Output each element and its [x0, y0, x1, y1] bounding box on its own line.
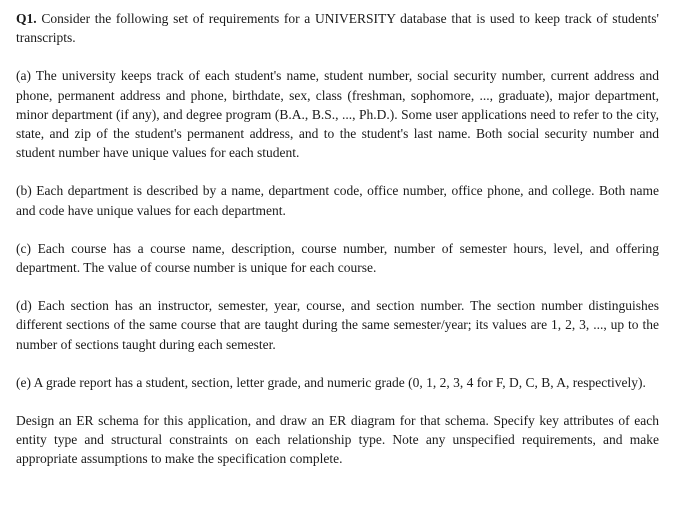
requirement-a: (a) The university keeps track of each student's name, student number, social security number, current address and phone, permanent address and phone, birthdate, sex, class (freshman, sophomore, ..., graduate), major department, minor department (if any), and degree program (B.A., B.S., ..., Ph.D.). Some user applications need to refer to the city, state, and zip of the student's permanent address, and to the student's last name. Both social security number and student number have unique values for each student. [16, 68, 659, 161]
requirement-b: (b) Each department is described by a name, department code, office number, office phone, and college. Both name and code have unique values for each department. [16, 183, 659, 218]
requirement-e: (e) A grade report has a student, section, letter grade, and numeric grade (0, 1, 2, 3, 4 for F, D, C, B, A, respectively). [16, 374, 646, 390]
question-intro [16, 9, 659, 47]
closing-instructions: Design an ER schema for this application, and draw an ER diagram for that schema. Specify key attributes of each entity type and structural constraints on each relationship type. Note any unspecified requirements, and make appropriate assumptions to make the specification complete. [16, 413, 659, 467]
requirement-c: (c) Each course has a course name, description, course number, number of semester hours, level, and offering department. The value of course number is unique for each course. [16, 240, 659, 276]
requirement-d: (d) Each section has an instructor, semester, year, course, and section number. The section number distinguishes different sections of the same course that are taught during the same semester/year; its values are 1, 2, 3, ..., up to the number of sections taught during each semester. [16, 298, 659, 352]
question-number: Q1. [16, 11, 37, 26]
question-intro-text: Consider the following set of requirements for a UNIVERSITY database that is used to keep track of students' transcripts. [16, 11, 659, 46]
